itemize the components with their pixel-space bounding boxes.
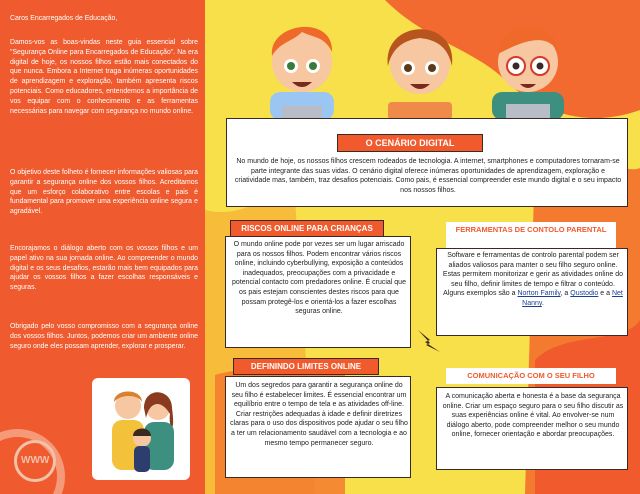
parental-tools-text: Software e ferramentas de controlo parental podem ser aliados valiosos para manter o seu filho seguro online. Estas permitem monitorizar e gerir as atividades online do seu filho, definir limites de tempo e filtrar o conteúdo. Alguns exemplos são a Norton Family, a Qustodio e a Net Nanny. (442, 252, 624, 307)
online-limits-title: DEFININDO LIMITES ONLINE (233, 358, 379, 375)
intro-paragraph-3: Encorajamos o diálogo aberto com os vossos filhos e um papel ativo na sua jornada online. Ao compreender o mundo digital e os seus desafios, estarão mais bem equipados para ajudar os vossos filhos a fazer escolhas responsáveis e seguras. (10, 245, 198, 292)
girl-illustration (378, 8, 462, 120)
boy-red-hair-illustration (262, 8, 342, 120)
communication-card (436, 387, 628, 470)
online-limits-card (225, 376, 411, 478)
intro-paragraph-2: O objetivo deste folheto é fornecer informações valiosas para garantir a segurança online dos vossos filhos. Acreditamos que um esforço colaborativo entre escolas e pais é fundamental para promover uma experiência online segura e agradável. (10, 169, 198, 216)
family-illustration (92, 378, 190, 480)
boy-glasses-illustration (488, 8, 568, 120)
intro-paragraph-1: Damos-vos as boas-vindas neste guia essencial sobre "Segurança Online para Encarregados de Educação". Na era digital de hoje, os nossos filhos estão mais conectados do que nunca. Embora a Internet traga inúmeras oportunidades de aprendizagem e exploração, também apresenta riscos potenciais. Como educadores, entendemos a importância de vos equipar com o conhecimento e as ferramentas necessárias para navegar com segurança no mundo online. (10, 39, 198, 115)
risks-title: RISCOS ONLINE PARA CRIANÇAS (230, 220, 384, 237)
digital-landscape-card (226, 118, 628, 207)
lightning-icon (416, 328, 442, 354)
parental-tools-title: FERRAMENTAS DE CONTOLO PARENTAL (446, 222, 616, 248)
qustodio-link[interactable]: Qustodio (570, 290, 599, 298)
net-nanny-link[interactable]: Net Nanny (522, 290, 623, 307)
parental-tools-card (436, 248, 628, 336)
intro-column (0, 0, 205, 494)
communication-text: A comunicação aberta e honesta é a base da segurança online. Criar um espaço seguro para o seu filho discutir as suas experiências online é vital. Ao envolver-se num diálogo aberto, pode compreender melhor o seu mundo online, fornecer orientação e abordar preocupações. (442, 393, 624, 439)
intro-paragraph-4: Obrigado pelo vosso compromisso com a segurança online dos vossos filhos. Juntos, podemos criar um ambiente online seguro onde eles possam aprender, explorar e prosperar. (10, 323, 198, 350)
risks-text: O mundo online pode por vezes ser um lugar arriscado para os nossos filhos. Podem encontrar vários riscos online, incluindo cyberbullying, exposição a conteúdos inadequados, preocupações com a privacidade e potencial contacto com predadores online. É crucial que os pais estejam conscientes destes riscos para que possam protegê-los e orientá-los a fazer escolhas seguras online. (232, 241, 406, 316)
communication-title: COMUNICAÇÃO COM O SEU FILHO (446, 368, 616, 384)
norton-family-link[interactable]: Norton Family (517, 290, 561, 298)
online-limits-text: Um dos segredos para garantir a segurança online do seu filho é estabelecer limites. É essencial encontrar um equilíbrio entre o tempo de tela e as atividades off-line. Criar restrições adequadas à idade e definir diretrizes claras para o uso dos dispositivos pode ajudar o seu filho a ter um relacionamento saudável com a tecnologia e ao mesmo tempo permanecer seguro. (230, 382, 408, 447)
digital-landscape-text: No mundo de hoje, os nossos filhos crescem rodeados de tecnologia. A internet, smartphones e computadores tornaram-se parte integrante das suas vidas. O cenário digital oferece inúmeras oportunidades de aprendizagem, exploração e criatividade mas, também, traz desafios potenciais. Como pais, é essencial compreender este mundo digital e o seu impacto nos nossos filhos. (234, 158, 622, 194)
globe-icon: WWW (14, 440, 56, 482)
greeting: Caros Encarregados de Educação, (10, 15, 118, 22)
risks-card (225, 236, 411, 348)
digital-landscape-title: O CENÁRIO DIGITAL (337, 134, 483, 152)
